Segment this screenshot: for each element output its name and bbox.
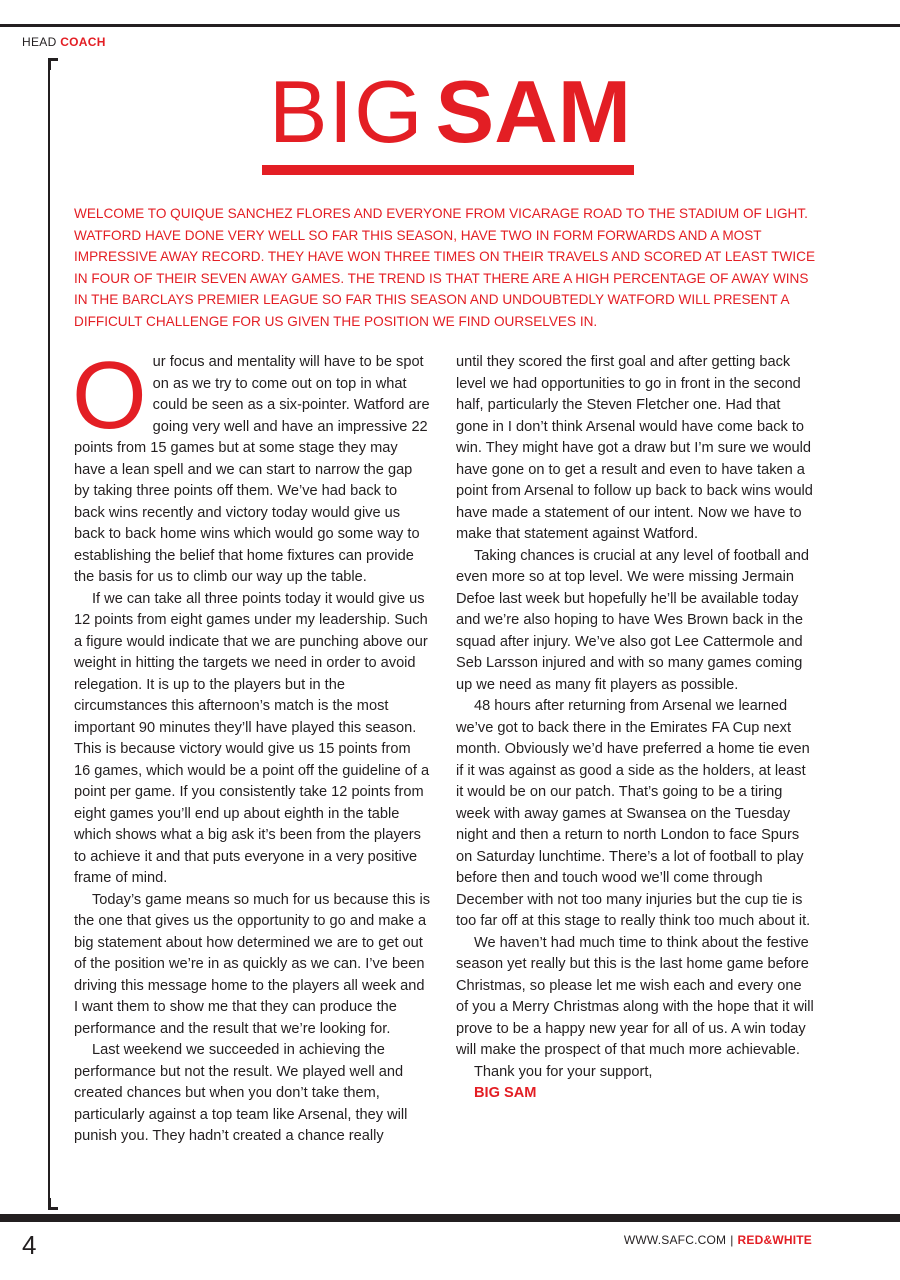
article-paragraph-6: Taking chances is crucial at any level of football and even more so at top level. We were missing Jermain Defoe last week but hopefully he’ll be available today and we’re also hoping to have Wes Brown back in the squad after injury. We’ve also got Lee Cattermole and Seb Larsson injured and with so many games coming up we need as many fit players as possible. xyxy=(456,547,810,693)
closing-line: Thank you for your support, xyxy=(474,1063,653,1080)
top-rule xyxy=(0,24,900,27)
section-header xyxy=(22,35,106,49)
article-paragraph-8: We haven’t had much time to think about the festive season yet really but this is the last home game before Christmas, so please let me wish each and every one of you a Merry Christmas along with the hope that it will prove to be a happy new year for all of us. A win today will make the prospect of that much more achievable. xyxy=(456,934,814,1058)
title-light: BIG xyxy=(268,62,424,161)
signoff: BIG SAM xyxy=(474,1085,537,1101)
website-url: WWW.SAFC.COM xyxy=(623,1233,727,1247)
page-title xyxy=(0,62,900,162)
footer-separator: | xyxy=(730,1233,734,1247)
footer-credit xyxy=(624,1233,812,1247)
article-paragraph-2: If we can take all three points today it would give us 12 points from eight games under my leadership. Such a figure would indicate that we are punching above our weight in hitting the targets we need in order to avoid relegation. It is up to the players but in the circumstances this afternoon’s match is the most important 90 minutes they’ll have played this season. This is because victory would give us 15 points from 16 games, which would be a point off the guideline of a point per game. If you consistently take 12 points from eight games you’ll end up about eighth in the table which shows what a big ask it’s been from the players to achieve it and that puts everyone in a very positive frame of mind. xyxy=(74,590,430,886)
bottom-rule xyxy=(0,1214,900,1222)
drop-cap: O xyxy=(72,342,147,449)
article-paragraph-7: 48 hours after returning from Arsenal we learned we’ve got to back there in the Emirates FA Cup next month. Obviously we’d have preferred a home tie even if it was against as good a side as the holders, at least it would be on our patch. That’s going to be a tiring week with away games at Swansea on the Tuesday night and then a return to north London to face Spurs on Saturday lunchtime. There’s a lot of football to play before then and touch wood we’ll come through December with not too many injuries but the cup tie is too far off at this stage to really think too much about it. xyxy=(456,698,811,929)
left-border-rule xyxy=(48,58,50,1210)
section-label-accent: COACH xyxy=(60,35,106,49)
article-paragraph-1 xyxy=(72,342,430,589)
title-underline-bar xyxy=(262,165,634,175)
magazine-name: RED&WHITE xyxy=(737,1233,812,1247)
article-paragraph-1-text: ur focus and mentality will have to be spot on as we try to come out on top in what could be seen as a six-pointer. Watford are going very well and have an impressive 22 points from 15 games but at some stage they may have a lean spell and we can start to narrow the gap by taking three points off them. We’ve had back to back wins recently and victory today would give us back to back home wins which would go some way to establishing the belief that home fixtures can provide the basis for us to climb our way up the table. xyxy=(74,354,430,585)
page-number: 4 xyxy=(22,1230,37,1260)
article-paragraph-5: until they scored the first goal and after getting back level we had opportunities to go in front in the second half, particularly the Steven Fletcher one. Had that gone in I don’t think Arsenal would have come back to win. They might have got a draw but I’m sure we would have gone on to get a result and even to have taken a point from Arsenal to follow up back to back wins would have made a statement of our intent. Now we have to make that statement against Watford. xyxy=(456,354,813,542)
section-label: HEAD xyxy=(22,35,57,49)
title-bold: SAM xyxy=(435,62,632,161)
article-paragraph-4: Last weekend we succeeded in achieving the performance but not the result. We played well and created chances but when you don’t take them, particularly against a top team like Arsenal, they will punish you. They hadn’t created a chance really xyxy=(74,1042,408,1144)
article-column-left xyxy=(72,342,430,1148)
article-column-right xyxy=(456,352,814,1105)
corner-mark-bottom-vertical xyxy=(48,1198,51,1210)
article-paragraph-3: Today’s game means so much for us because this is the one that gives us the opportunity to go and make a big statement about how determined we are to get out of the position we’re in as quickly as we can. I’ve been driving this message home to the players all week and I want them to show me that they can produce the performance and the result that we’re looking for. xyxy=(74,891,430,1037)
intro-paragraph: WELCOME TO QUIQUE SANCHEZ FLORES AND EVERYONE FROM VICARAGE ROAD TO THE STADIUM OF LIGHT. WATFORD HAVE DONE VERY WELL SO FAR THIS SEASON, HAVE TWO IN FORM FORWARDS AND A MOST IMPRESSIVE AWAY RECORD. THEY HAVE WON THREE TIMES ON THEIR TRAVELS AND SCORED AT LEAST TWICE IN FOUR OF THEIR SEVEN AWAY GAMES. THE TREND IS THAT THERE ARE A HIGH PERCENTAGE OF AWAY WINS IN THE BARCLAYS PREMIER LEAGUE SO FAR THIS SEASON AND UNDOUBTEDLY WATFORD WILL PRESENT A DIFFICULT CHALLENGE FOR US GIVEN THE POSITION WE FIND OURSELVES IN. xyxy=(74,206,816,329)
